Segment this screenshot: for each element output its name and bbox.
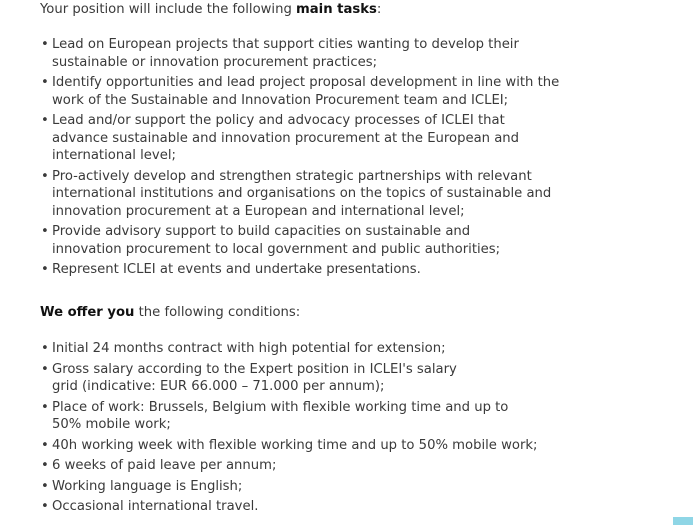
list-item: • Lead and/or support the policy and advocacy processes of ICLEI that advance sustainable and innovation procurement at the European and international level; — [41, 113, 520, 163]
tasks-heading: main tasks — [296, 2, 377, 17]
offer-heading: We offer you — [40, 305, 135, 320]
list-item: • 6 weeks of paid leave per annum; — [41, 458, 277, 473]
list-item: • Working language is English; — [41, 478, 243, 494]
list-item: • Provide advisory support to build capacities on sustainable and innovation procurement to local government and public authorities; — [41, 224, 501, 257]
offers-list — [40, 340, 640, 519]
list-item: • Gross salary according to the Expert position in ICLEI's salary grid (indicative: EUR 66.000 – 71.000 per annum); — [41, 361, 457, 394]
list-item: • Represent ICLEI at events and undertake presentations. — [41, 262, 421, 277]
list-item: • Place of work: Brussels, Belgium with flexible working time and up to 50% mobile work; — [41, 399, 509, 432]
corner-decoration — [673, 517, 693, 525]
list-item: • Identify opportunities and lead project proposal development in line with the work of the Sustainable and Innovation Procurement team and ICLEI; — [41, 75, 560, 108]
tasks-list — [40, 36, 640, 282]
list-item: • Pro-actively develop and strengthen strategic partnerships with relevant international institutions and organisations on the topics of sustainable and innovation procurement at a European and international level; — [41, 168, 552, 219]
list-item: • Lead on European projects that support cities wanting to develop their sustainable or innovation procurement practices; — [41, 37, 519, 70]
list-item: • Occasional international travel. — [41, 499, 259, 514]
offer-intro: We offer you the following conditions: — [40, 305, 301, 320]
tasks-intro: Your position will include the following main tasks: — [40, 2, 382, 17]
list-item: • 40h working week with flexible working time and up to 50% mobile work; — [41, 437, 538, 453]
list-item: • Initial 24 months contract with high potential for extension; — [41, 341, 446, 356]
